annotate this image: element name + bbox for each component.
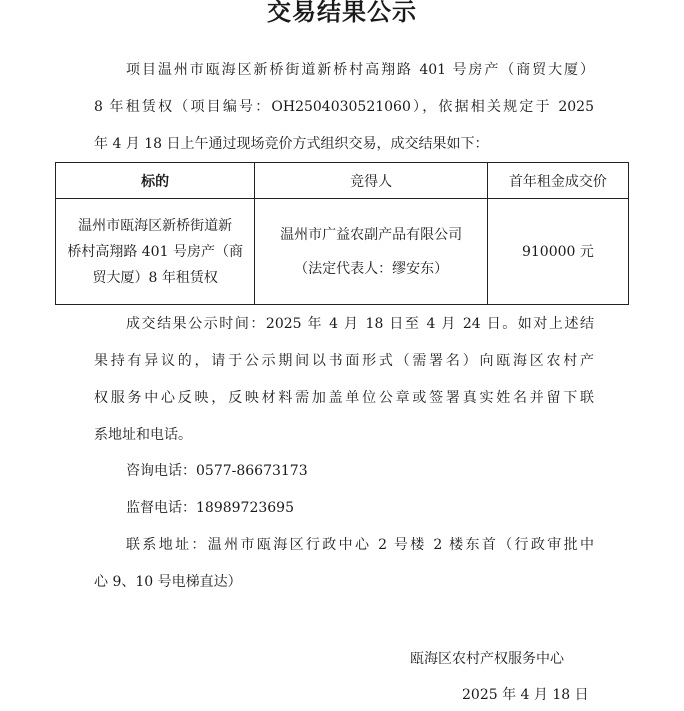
result-table [55,162,629,305]
signature-date: 2025 年 4 月 18 日 [462,687,589,703]
table-header-row [56,163,629,199]
subject-line: 温州市瓯海区新桥街道新 [78,217,233,234]
price-cell: 910000 元 [487,199,628,305]
winner-line: 温州市广益农副产品有限公司 [280,226,463,243]
consult-phone: 咨询电话：0577-86673173 [126,463,308,479]
winner-line: （法定代表人：缪安东） [294,260,449,277]
notice-line: 果持有异议的，请于公示期间以书面形式（需署名）向瓯海区农村产 [94,353,594,369]
subject-cell [56,199,255,305]
notice-line: 权服务中心反映，反映材料需加盖单位公章或签署真实姓名并留下联 [94,390,594,406]
notice-paragraph [94,306,594,454]
subject-line: 桥村高翔路 401 号房产（商 [67,243,243,260]
supervise-phone: 监督电话：18989723695 [126,500,294,516]
intro-paragraph [94,52,594,163]
winner-cell [255,199,488,305]
intro-line: 年 4 月 18 日上午通过现场竞价方式组织交易，成交结果如下： [94,136,489,152]
signature-org: 瓯海区农村产权服务中心 [410,651,564,667]
header-price: 首年租金成交价 [487,163,628,199]
address-paragraph [94,527,594,601]
intro-line: 项目温州市瓯海区新桥街道新桥村高翔路 401 号房产（商贸大厦） [126,62,594,78]
subject-line: 贸大厦）8 年租赁权 [92,269,218,286]
table-row [56,199,629,305]
header-subject: 标的 [56,163,255,199]
page-title: 交易结果公示 [267,0,417,26]
notice-line: 系地址和电话。 [94,427,192,443]
notice-line: 成交结果公示时间：2025 年 4 月 18 日至 4 月 24 日。如对上述结 [126,316,594,332]
intro-line: 8 年租赁权（项目编号：OH2504030521060），依据相关规定于 2025 [94,99,594,115]
address-line: 联系地址：温州市瓯海区行政中心 2 号楼 2 楼东首（行政审批中 [126,537,594,553]
address-line: 心 9、10 号电梯直达） [94,574,242,590]
header-winner: 竞得人 [255,163,488,199]
